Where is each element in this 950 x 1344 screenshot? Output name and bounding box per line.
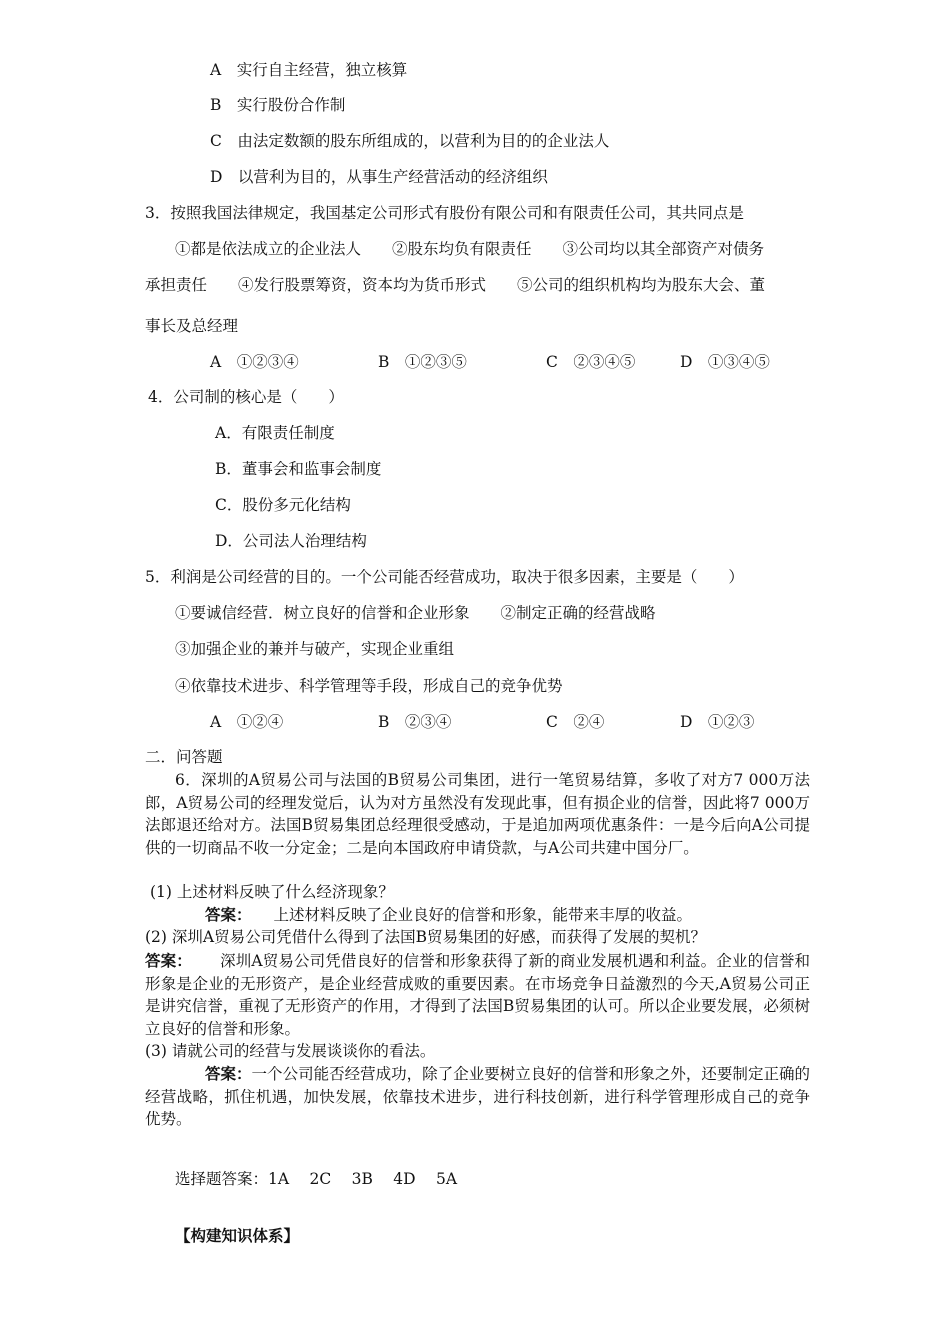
q5-item-4: ④依靠技术进步、科学管理等手段，形成自己的竞争优势 (175, 677, 563, 695)
q2-option-b: B 实行股份合作制 (210, 96, 346, 114)
q6-stem: 6．深圳的A贸易公司与法国的B贸易公司集团，进行一笔贸易结算，多收了对方7 000万法郎，A贸易公司的经理发觉后，认为对方虽然没有发现此事，但有损企业的信誉，因此将7 000万法郎退还给对方。法国B贸易集团总经理很受感动，于是追加两项优惠条件：一是今后向A公司提供的一切商品不收一分定金；二是向本国政府申请贷款，与A公司共建中国分厂。 (145, 771, 810, 857)
q6-sub1-question: (1) 上述材料反映了什么经济现象？ (150, 883, 394, 901)
q6-sub3-question: (3) 请就公司的经营与发展谈谈你的看法。 (145, 1042, 436, 1060)
q4-option-a: A．有限责任制度 (215, 424, 335, 442)
q3-choice-b: B ①②③⑤ (378, 353, 467, 371)
mc-answer-key: 选择题答案：1A 2C 3B 4D 5A (175, 1170, 458, 1188)
answer-label: 答案： (205, 1064, 252, 1083)
q3-statements-line2: 承担责任 ④发行股票筹资，资本均为货币形式 ⑤公司的组织机构均为股东大会、董 (145, 276, 766, 294)
q6-sub2-answer-text: 深圳A贸易公司凭借良好的信誉和形象获得了新的商业发展机遇和利益。企业的信誉和形象是企业的无形资产，是企业经营成败的重要因素。在市场竞争日益激烈的今天,A贸易公司正是讲究信誉，重视了无形资产的作用，才得到了法国B贸易集团的认可。所以企业要发展，必须树立良好的信誉和形象。 (145, 952, 810, 1038)
q3-statements-line3: 事长及总经理 (145, 317, 239, 335)
q3-stem: 3．按照我国法律规定，我国基定公司形式有股份有限公司和有限责任公司，其共同点是 (145, 204, 744, 222)
q2-option-c: C 由法定数额的股东所组成的，以营利为目的的企业法人 (210, 132, 610, 150)
q5-choice-c: C ②④ (546, 713, 605, 731)
q5-choice-d: D ①②③ (680, 713, 755, 731)
answer-label: 答案： (145, 951, 192, 970)
q4-option-d: D．公司法人治理结构 (215, 532, 367, 550)
answer-label: 答案： (205, 905, 252, 924)
q5-choice-b: B ②③④ (378, 713, 452, 731)
q6-sub2-question: (2) 深圳A贸易公司凭借什么得到了法国B贸易集团的好感，而获得了发展的契机？ (145, 928, 706, 946)
q3-statements-line1: ①都是依法成立的企业法人 ②股东均负有限责任 ③公司均以其全部资产对债务 (175, 240, 765, 258)
section-title-short-answer: 二．问答题 (145, 748, 223, 766)
q5-item-1-2: ①要诚信经营．树立良好的信誉和企业形象 ②制定正确的经营战略 (175, 604, 656, 622)
q3-choice-d: D ①③④⑤ (680, 353, 770, 371)
q6-sub2-answer (145, 950, 810, 1040)
q4-option-c: C．股份多元化结构 (215, 496, 351, 514)
q4-stem: 4．公司制的核心是（ ） (148, 388, 344, 406)
q6-sub3-answer (145, 1063, 810, 1131)
q2-option-d: D 以营利为目的，从事生产经营活动的经济组织 (210, 168, 548, 186)
q5-choice-a: A ①②④ (210, 713, 284, 731)
q6-sub3-answer-text: 一个公司能否经营成功，除了企业要树立良好的信誉和形象之外，还要制定正确的经营战略，抓住机遇，加快发展，依靠技术进步，进行科技创新，进行科学管理形成自己的竞争优势。 (145, 1065, 810, 1128)
q4-option-b: B．董事会和监事会制度 (215, 460, 382, 478)
q6-sub1-answer-text: 上述材料反映了企业良好的信誉和形象，能带来丰厚的收益。 (273, 906, 693, 924)
q3-choice-c: C ②③④⑤ (546, 353, 636, 371)
q2-option-a: A 实行自主经营，独立核算 (210, 61, 408, 79)
q5-stem: 5．利润是公司经营的目的。一个公司能否经营成功，取决于很多因素，主要是（ ） (145, 568, 744, 586)
q3-choice-a: A ①②③④ (210, 353, 299, 371)
q6-sub1-answer (205, 905, 692, 925)
knowledge-system-heading: 【构建知识体系】 (175, 1226, 300, 1245)
q5-item-3: ③加强企业的兼并与破产，实现企业重组 (175, 640, 455, 658)
